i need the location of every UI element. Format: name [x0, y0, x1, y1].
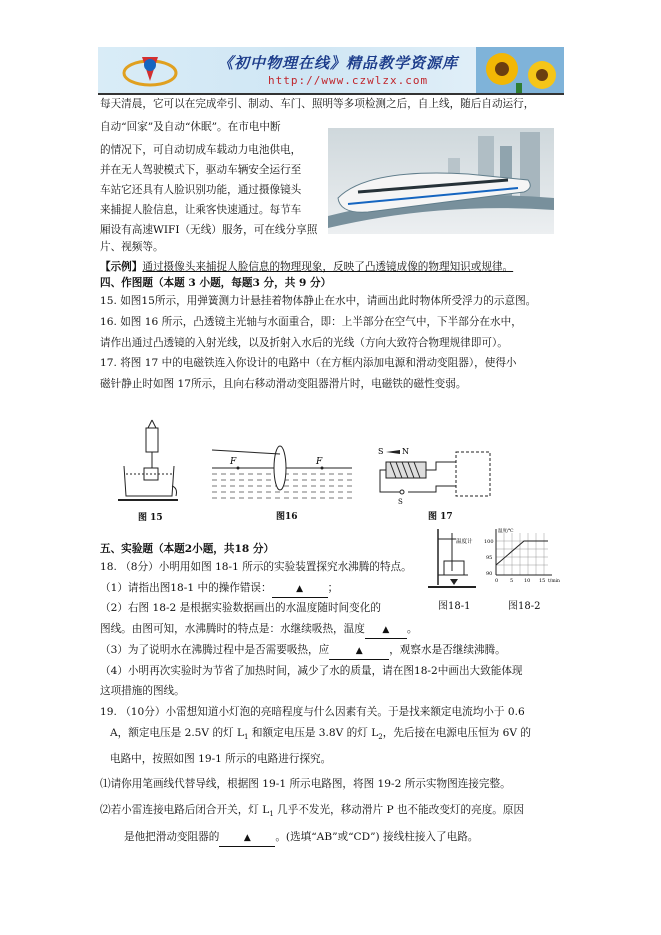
- answer-marker: ▲: [382, 625, 390, 635]
- answer-blank-18-1[interactable]: [272, 581, 328, 598]
- needle-s-label: S: [378, 447, 384, 456]
- example-line: [100, 260, 513, 275]
- figure-18-2-temperature-graph: [486, 527, 564, 591]
- question-19-part-2-text-a: ⑵若小雷连接电路后闭合开关，灯 L: [100, 804, 270, 816]
- question-18-part-2-line-1: （2）右图 18-2 是根据实验数据画出的水温度随时间变化的: [100, 602, 381, 614]
- focal-point-left-label: F: [230, 457, 237, 467]
- answer-marker: ▲: [243, 833, 251, 843]
- section-4-heading: 四、作图题（本题 3 小题，每题3 分，共 9 分）: [100, 277, 332, 289]
- graph-x-axis-label: t/min: [548, 579, 560, 584]
- graph-x-tick-15: 15: [539, 578, 546, 584]
- graph-x-tick-0: 0: [495, 578, 499, 584]
- subscript-2: 2: [378, 733, 383, 742]
- question-19-part-2-line-2: [124, 830, 478, 847]
- question-18-part-3: [100, 643, 506, 660]
- needle-n-label: N: [402, 447, 409, 456]
- question-19-line-2-part-1: A，额定电压是 2.5V 的灯 L: [110, 727, 245, 739]
- question-19-line-2-part-2: 和额定电压是 3.8V 的灯 L: [248, 727, 379, 739]
- answer-blank-18-2[interactable]: [365, 622, 407, 639]
- sunflower-icon: [476, 47, 564, 93]
- answer-marker: ▲: [355, 646, 363, 656]
- graph-y-tick-90: 90: [486, 571, 493, 577]
- passage-line-7: 厢设有高速WIFI（无线）服务，可在线分享照: [100, 224, 318, 236]
- question-19-part-2-text-d: 。(选填“AB”或“CD”) 接线柱接入了电路。: [275, 831, 479, 843]
- logo-icon: [120, 51, 180, 89]
- figure-15-spring-scale-diagram: [118, 420, 188, 506]
- answer-blank-19-2[interactable]: [219, 830, 275, 847]
- question-18-stem: 18. （8分）小明用如图 18-1 所示的实验装置探究水沸腾的特点。: [100, 561, 412, 573]
- graph-y-tick-100: 100: [484, 539, 494, 545]
- question-17-line-2: 磁针静止时如图 17所示，且向右移动滑动变阻器滑片时，电磁铁的磁性变弱。: [100, 378, 467, 390]
- passage-line-8: 片、视频等。: [100, 241, 164, 253]
- question-18-part-1-text: （1）请指出图18-1 中的操作错误：: [100, 582, 272, 594]
- answer-marker: ▲: [296, 584, 304, 594]
- passage-line-1: 每天清晨，它可以在完成牵引、制动、车门、照明等多项检测之后，自上线，随后自动运行，: [100, 98, 535, 110]
- question-18-part-2-text: 图线。由图可知，水沸腾时的特点是：水继续吸热，温度: [100, 623, 365, 635]
- passage-line-5: 车站它还具有人脸识别功能，通过摄像镜头: [100, 184, 302, 196]
- passage-line-2: 自动“回家”及自动“休眠”。在市电中断: [100, 121, 281, 133]
- graph-y-tick-95: 95: [486, 555, 493, 561]
- question-18-part-4-line-2: 这项措施的图线。: [100, 685, 185, 697]
- banner-title: 《初中物理在线》精品教学资源库: [218, 54, 459, 72]
- question-18-part-4-line-1: （4）小明再次实验时为节省了加热时间，减少了水的质量，请在图18-2中画出大致能体现: [100, 665, 523, 677]
- section-5-heading: 五、实验题（本题2小题，共18 分）: [100, 543, 275, 555]
- figure-17-electromagnet-diagram: [376, 440, 492, 508]
- figure-18-1-caption: 图18-1: [438, 601, 471, 612]
- graph-x-tick-5: 5: [510, 578, 514, 584]
- question-15: 15. 如图15所示，用弹簧测力计悬挂着物体静止在水中，请画出此时物体所受浮力的示意图。: [100, 295, 537, 307]
- question-18-part-1: （1）请指出图18-1 中的操作错误： ▲ ；: [100, 581, 338, 598]
- thermometer-label: 温度计: [456, 539, 473, 545]
- question-18-part-2-line-2: 图线。由图可知，水沸腾时的特点是：水继续吸热，温度 ▲ 。: [100, 622, 417, 639]
- maglev-train-photo: [328, 128, 554, 234]
- figure-15-caption: 图 15: [138, 513, 163, 523]
- passage-line-3: 的情况下，可自动切成车载动力电池供电，: [100, 144, 302, 156]
- question-19-part-2-line-1: [100, 803, 524, 822]
- switch-label: S: [398, 498, 403, 506]
- question-18-part-3-tail: ，观察水是否继续沸腾。: [389, 644, 506, 656]
- example-text: 通过摄像头来捕捉人脸信息的物理现象，反映了凸透镜成像的物理知识或规律。: [142, 261, 514, 273]
- subscript-1: 1: [244, 733, 249, 742]
- question-18-part-3-text: （3）为了说明水在沸腾过程中是否需要吸热，应: [100, 644, 330, 656]
- example-tag: 【示例】: [100, 261, 143, 273]
- question-16-line-2: 请作出通过凸透镜的入射光线，以及折射入水后的光线（方向大致符合物理规律即可）。: [100, 337, 508, 349]
- question-19-line-2-part-3: ，先后接在电源电压恒为 6V 的: [382, 727, 531, 739]
- answer-blank-18-3[interactable]: [329, 643, 389, 660]
- focal-point-right-label: F: [316, 457, 323, 467]
- figure-16-lens-diagram: [212, 444, 352, 504]
- graph-x-tick-10: 10: [524, 578, 531, 584]
- banner-url: http://www.czwlzx.com: [268, 74, 429, 87]
- header-banner: [98, 47, 564, 95]
- passage-line-6: 来捕捉人脸信息，让乘客快速通过。每节车: [100, 204, 302, 216]
- passage-line-4: 并在无人驾驶模式下，驱动车辆安全运行至: [100, 164, 302, 176]
- subscript-1: 1: [269, 810, 274, 819]
- figure-16-caption: 图16: [276, 512, 298, 522]
- figure-17-caption: 图 17: [428, 512, 453, 522]
- question-17-line-1: 17. 将图 17 中的电磁铁连入你设计的电路中（在方框内添加电源和滑动变阻器），使得小: [100, 357, 517, 369]
- question-16-line-1: 16. 如图 16 所示，凸透镜主光轴与水面重合，即：上半部分在空气中，下半部分在水中，: [100, 316, 522, 328]
- question-19-line-1: 19. （10分）小雷想知道小灯泡的亮暗程度与什么因素有关。于是找来额定电流均小于 0.6: [100, 706, 525, 718]
- question-19-part-2-text-b: 几乎不发光，移动滑片 P 也不能改变灯的亮度。原因: [273, 804, 525, 816]
- question-19-part-2-text-c: 是他把滑动变阻器的: [124, 831, 220, 843]
- figure-18-2-caption: 图18-2: [508, 601, 541, 612]
- question-19-part-1: ⑴请你用笔画线代替导线，根据图 19-1 所示电路图，将图 19-2 所示实物图连接完整。: [100, 778, 511, 790]
- question-19-line-3: 电路中，按照如图 19-1 所示的电路进行探究。: [110, 753, 332, 765]
- graph-y-axis-label: 温度/℃: [498, 529, 514, 534]
- figure-18-1-boiling-apparatus: [428, 527, 480, 591]
- question-19-line-2: [110, 726, 531, 745]
